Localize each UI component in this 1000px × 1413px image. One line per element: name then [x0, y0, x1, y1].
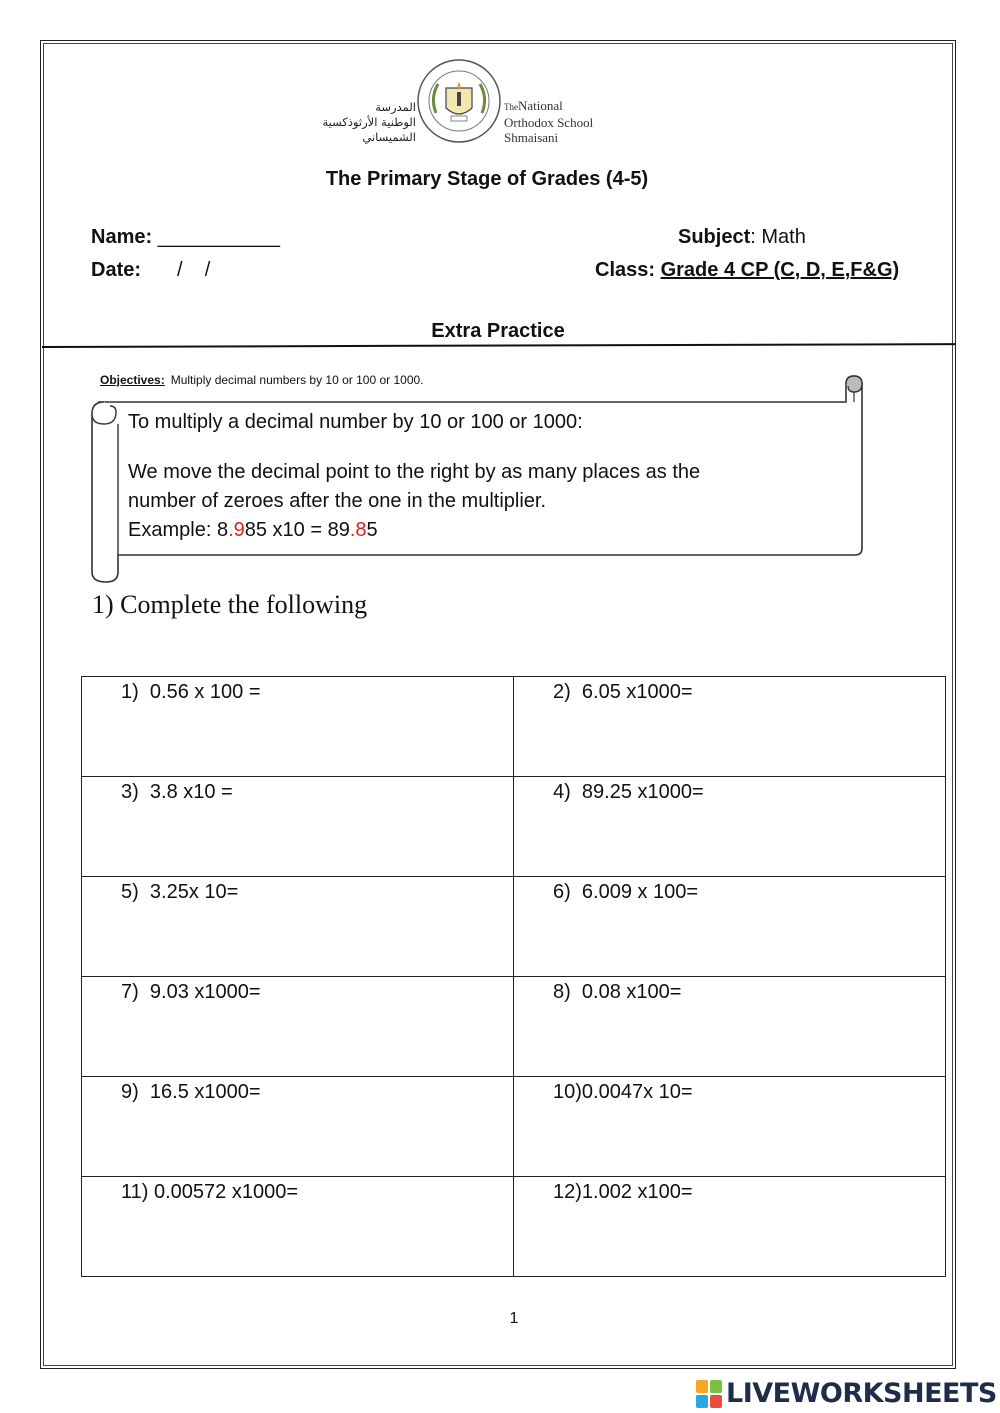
stage-title: The Primary Stage of Grades (4-5)	[325, 168, 649, 190]
exercise-cell[interactable]: 6) 6.009 x 100=	[514, 877, 946, 977]
table-row	[82, 977, 946, 1077]
exercise-cell[interactable]: 3) 3.8 x10 =	[82, 777, 514, 877]
exercise-cell[interactable]: 12)1.002 x100=	[514, 1177, 946, 1277]
extra-practice-title: Extra Practice	[431, 320, 565, 342]
exercise-cell[interactable]: 11) 0.00572 x1000=	[82, 1177, 514, 1277]
name-field[interactable]: Name: ___________	[91, 226, 281, 248]
school-name-arabic: المدرسة الوطنية الأرثوذكسية الشميساني	[322, 100, 416, 144]
exercise-cell[interactable]: 8) 0.08 x100=	[514, 977, 946, 1077]
table-row	[82, 1077, 946, 1177]
question-heading: 1) Complete the following	[92, 590, 368, 619]
table-row	[82, 877, 946, 977]
school-logo	[306, 58, 606, 158]
table-row	[82, 1177, 946, 1277]
rule-explanation: To multiply a decimal number by 10 or 100 or 1000: We move the decimal point to the right by as many places as the number of zeroes after the one in the multiplier. Example: 8.985 x10 = 89.85	[128, 408, 843, 545]
exercise-cell[interactable]: 9) 16.5 x1000=	[82, 1077, 514, 1177]
exercise-cell[interactable]: 7) 9.03 x1000=	[82, 977, 514, 1077]
exercise-cell[interactable]: 10)0.0047x 10=	[514, 1077, 946, 1177]
subject-field: Subject: Math	[678, 226, 806, 248]
date-field[interactable]: Date: / /	[91, 259, 211, 281]
liveworksheets-logo-icon	[696, 1380, 722, 1408]
page-number: 1	[509, 1310, 519, 1327]
exercise-cell[interactable]: 5) 3.25x 10=	[82, 877, 514, 977]
table-row	[82, 777, 946, 877]
objectives: Objectives: Multiply decimal numbers by 10 or 100 or 1000.	[100, 373, 424, 387]
class-field: Class: Grade 4 CP (C, D, E,F&G)	[595, 259, 900, 281]
exercise-cell[interactable]: 1) 0.56 x 100 =	[82, 677, 514, 777]
school-name-english: TheNational Orthodox School Shmaisani	[504, 98, 594, 145]
exercise-table	[81, 676, 946, 1277]
table-row	[82, 677, 946, 777]
brand-name: LIVEWORKSHEETS	[726, 1378, 997, 1409]
rule-example: Example: 8.985 x10 = 89.85	[128, 519, 378, 541]
school-seal-icon	[416, 58, 502, 144]
exercise-cell[interactable]: 4) 89.25 x1000=	[514, 777, 946, 877]
exercise-cell[interactable]: 2) 6.05 x1000=	[514, 677, 946, 777]
